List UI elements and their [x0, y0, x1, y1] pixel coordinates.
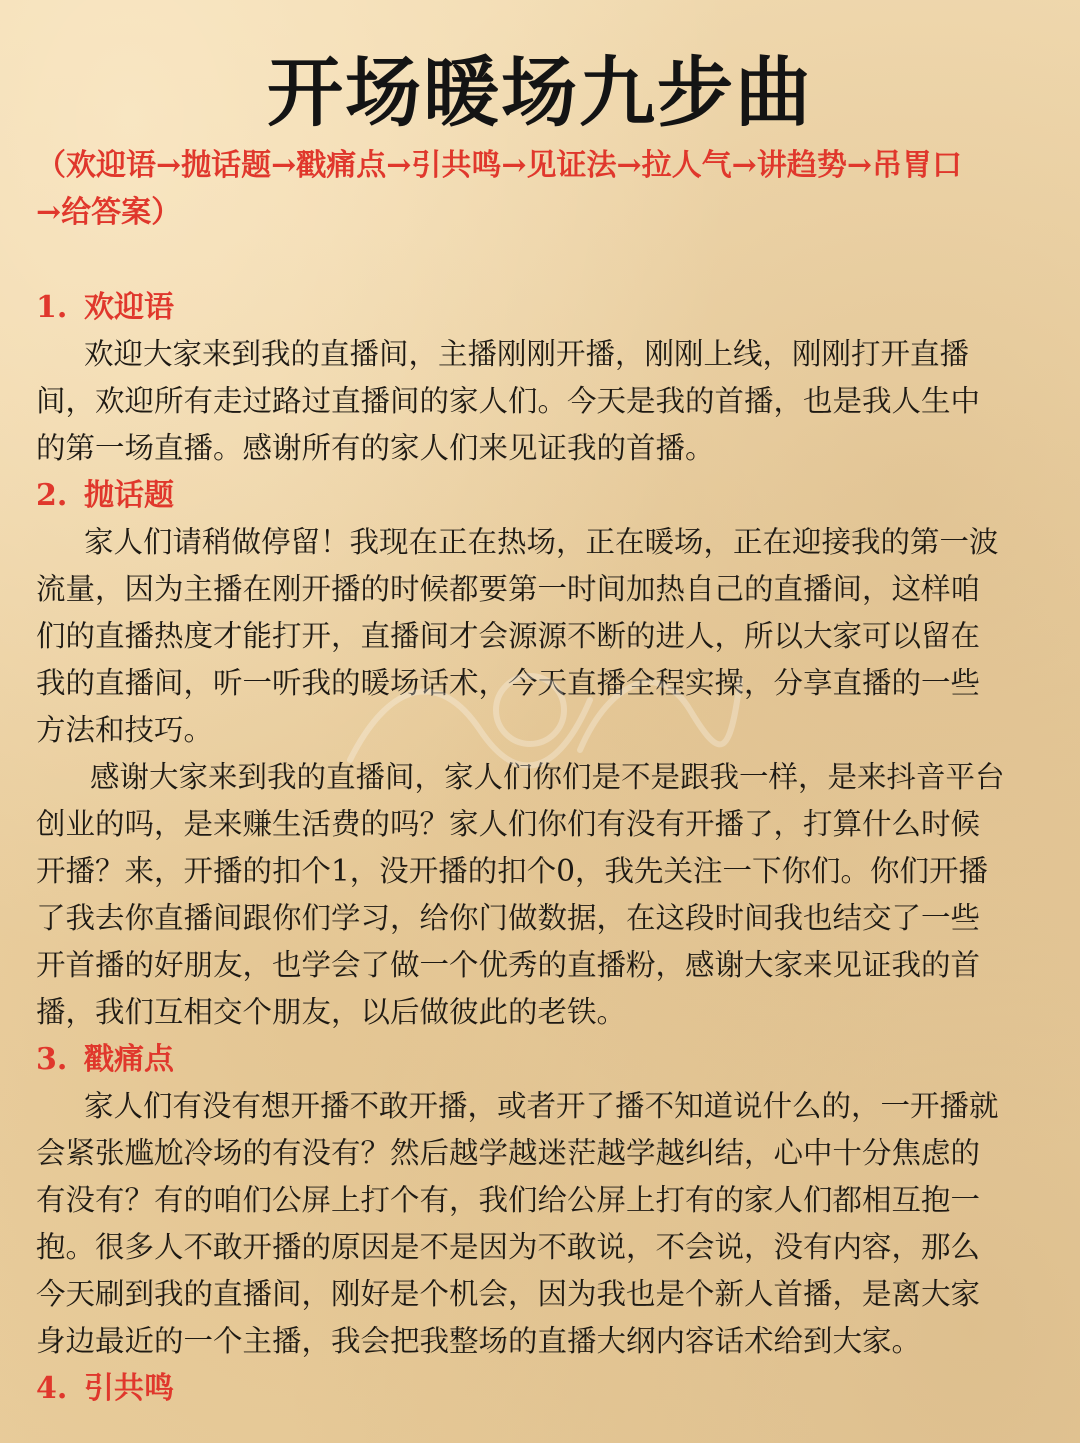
subtitle-line: →给答案） — [36, 195, 182, 230]
subtitle-line: （欢迎语→抛话题→戳痛点→引共鸣→见证法→拉人气→讲趋势→吊胃口 — [36, 148, 962, 183]
text-line: 我的直播间，听一听我的暖场话术，今天直播全程实操，分享直播的一些 — [36, 666, 981, 700]
section-title: 戳痛点 — [84, 1042, 174, 1077]
section-number: 2. — [36, 478, 68, 513]
text-line: 开播？来，开播的扣个1，没开播的扣个0，我先关注一下你们。你们开播 — [36, 854, 989, 888]
section-number: 1. — [36, 290, 68, 325]
text-line: 播，我们互相交个朋友，以后做彼此的老铁。 — [36, 995, 627, 1029]
paragraph — [36, 331, 1060, 472]
text-line: 创业的吗，是来赚生活费的吗？家人们你们有没有开播了，打算什么时候 — [36, 807, 981, 841]
section-heading — [36, 472, 1060, 519]
text-line: 方法和技巧。 — [36, 713, 214, 747]
text-line: 抱。很多人不敢开播的原因是不是因为不敢说，不会说，没有内容，那么 — [36, 1230, 981, 1264]
paragraph — [36, 754, 1060, 1036]
text-line: 们的直播热度才能打开，直播间才会源源不断的进人，所以大家可以留在 — [36, 619, 981, 653]
section-number: 3. — [36, 1042, 68, 1077]
section-heading — [36, 1365, 1060, 1412]
paragraph — [36, 519, 1060, 754]
text-line: 间，欢迎所有走过路过直播间的家人们。今天是我的首播，也是我人生中 — [36, 384, 981, 418]
text-line: 流量，因为主播在刚开播的时候都要第一时间加热自己的直播间，这样咱 — [36, 572, 981, 606]
text-line: 家人们有没有想开播不敢开播，或者开了播不知道说什么的，一开播就 — [84, 1089, 999, 1123]
paragraph — [36, 1083, 1060, 1365]
section-title: 欢迎语 — [84, 290, 174, 325]
text-line: 今天刷到我的直播间，刚好是个机会，因为我也是个新人首播，是离大家 — [36, 1277, 981, 1311]
text-line: 感谢大家来到我的直播间，家人们你们是不是跟我一样，是来抖音平台 — [90, 760, 1005, 794]
text-line: 会紧张尴尬冷场的有没有？然后越学越迷茫越学越纠结，心中十分焦虑的 — [36, 1136, 981, 1170]
section-number: 4. — [36, 1371, 68, 1406]
text-line: 欢迎大家来到我的直播间，主播刚刚开播，刚刚上线，刚刚打开直播 — [84, 337, 970, 371]
text-line: 开首播的好朋友，也学会了做一个优秀的直播粉，感谢大家来见证我的首 — [36, 948, 981, 982]
page-title: 开场暖场九步曲 — [267, 48, 813, 137]
text-line: 身边最近的一个主播，我会把我整场的直播大纲内容话术给到大家。 — [36, 1324, 922, 1358]
section-title: 引共鸣 — [84, 1371, 174, 1406]
text-line: 家人们请稍做停留！我现在正在热场，正在暖场，正在迎接我的第一波 — [84, 525, 999, 559]
section-title: 抛话题 — [84, 478, 174, 513]
text-line: 有没有？有的咱们公屏上打个有，我们给公屏上打有的家人们都相互抱一 — [36, 1183, 981, 1217]
article-body — [36, 284, 1060, 1412]
subtitle — [36, 142, 1046, 236]
section-heading — [36, 1036, 1060, 1083]
text-line: 了我去你直播间跟你们学习，给你门做数据，在这段时间我也结交了一些 — [36, 901, 981, 935]
section-heading — [36, 284, 1060, 331]
text-line: 的第一场直播。感谢所有的家人们来见证我的首播。 — [36, 431, 715, 465]
